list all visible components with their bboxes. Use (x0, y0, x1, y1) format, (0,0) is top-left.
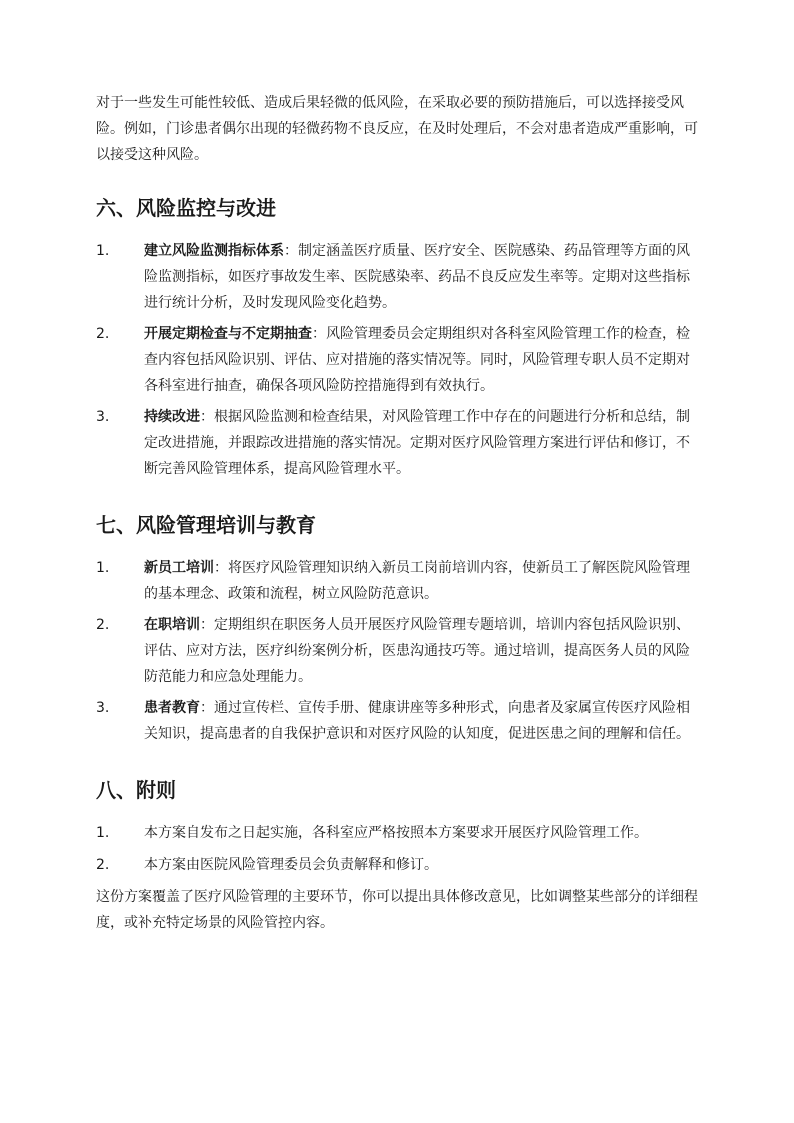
list-item-text: 本方案由医院风险管理委员会负责解释和修订。 (144, 857, 438, 873)
list-item-separator: ： (284, 243, 298, 259)
list-item (96, 238, 700, 316)
list-number: 1. (96, 560, 110, 576)
list-number: 3. (96, 700, 110, 716)
list-item-text: 定期组织在职医务人员开展医疗风险管理专题培训，培训内容包括风险识别、评估、应对方法，医疗纠纷案例分析，医患沟通技巧等。通过培训，提高医务人员的风险防范能力和应急处理能力。 (144, 617, 690, 685)
intro-paragraph: 对于一些发生可能性较低、造成后果轻微的低风险，在采取必要的预防措施后，可以选择接受风险。例如，门诊患者偶尔出现的轻微药物不良反应，在及时处理后，不会对患者造成严重影响，可以接受这种风险。 (96, 95, 698, 163)
list-item-separator: ： (200, 617, 214, 633)
list-number: 1. (96, 825, 110, 841)
list-item-text: 根据风险监测和检查结果，对风险管理工作中存在的问题进行分析和总结，制定改进措施，并跟踪改进措施的落实情况。定期对医疗风险管理方案进行评估和修订，不断完善风险管理体系，提高风险管理水平。 (144, 409, 690, 477)
list-item-term: 建立风险监测指标体系 (144, 243, 284, 259)
document-page (96, 90, 700, 936)
list-item (96, 612, 700, 690)
section-6-list (96, 238, 700, 482)
list-number: 1. (96, 243, 110, 259)
list-item-separator: ： (312, 326, 326, 342)
list-item (96, 404, 700, 482)
list-item-text: 本方案自发布之日起实施，各科室应严格按照本方案要求开展医疗风险管理工作。 (144, 825, 648, 841)
list-item-term: 患者教育 (144, 700, 200, 716)
list-item (96, 555, 700, 607)
list-item-separator: ： (200, 700, 214, 716)
list-item-term: 在职培训 (144, 617, 200, 633)
list-item-text: 风险管理委员会定期组织对各科室风险管理工作的检查，检查内容包括风险识别、评估、应对措施的落实情况等。同时，风险管理专职人员不定期对各科室进行抽查，确保各项风险防控措施得到有效执行。 (144, 326, 690, 394)
list-number: 2. (96, 857, 110, 873)
list-item (96, 695, 700, 747)
list-number: 3. (96, 409, 110, 425)
list-item (96, 852, 700, 878)
list-item-text: 通过宣传栏、宣传手册、健康讲座等多种形式，向患者及家属宣传医疗风险相关知识，提高患者的自我保护意识和对医疗风险的认知度，促进医患之间的理解和信任。 (144, 700, 690, 742)
list-item (96, 820, 700, 846)
list-item (96, 321, 700, 399)
list-item-term: 开展定期检查与不定期抽查 (144, 326, 312, 342)
list-item-separator: ： (214, 560, 228, 576)
section-heading-8: 八、附则 (96, 778, 176, 802)
section-8-list (96, 820, 700, 878)
section-7-list (96, 555, 700, 747)
list-item-term: 新员工培训 (144, 560, 214, 576)
list-item-separator: ： (200, 409, 214, 425)
list-number: 2. (96, 326, 110, 342)
list-item-text: 将医疗风险管理知识纳入新员工岗前培训内容，使新员工了解医院风险管理的基本理念、政策和流程，树立风险防范意识。 (144, 560, 690, 602)
list-item-text: 制定涵盖医疗质量、医疗安全、医院感染、药品管理等方面的风险监测指标，如医疗事故发生率、医院感染率、药品不良反应发生率等。定期对这些指标进行统计分析，及时发现风险变化趋势。 (144, 243, 690, 311)
list-item-term: 持续改进 (144, 409, 200, 425)
section-heading-6: 六、风险监控与改进 (96, 196, 276, 220)
section-heading-7: 七、风险管理培训与教育 (96, 513, 316, 537)
list-number: 2. (96, 617, 110, 633)
closing-paragraph: 这份方案覆盖了医疗风险管理的主要环节，你可以提出具体修改意见，比如调整某些部分的详细程度，或补充特定场景的风险管控内容。 (96, 889, 698, 931)
